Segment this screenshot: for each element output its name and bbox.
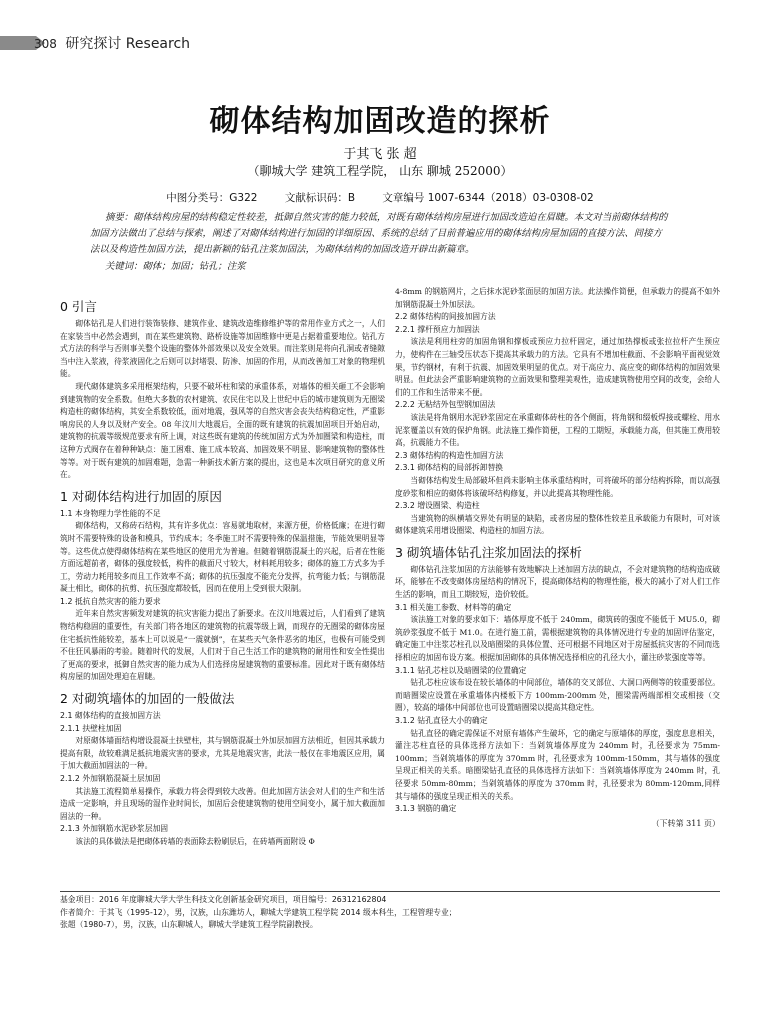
subsection-heading: 1.1 本身物理力学性能的不足: [60, 508, 161, 518]
subsection-heading: 2.1.1 扶壁柱加固: [60, 723, 122, 733]
right-column: [395, 286, 720, 830]
authors: 于其飞 张 超: [343, 147, 417, 162]
paragraph: 该法是利用柱旁的加固角钢和撑板或预应力拉杆固定，通过加热撑板或张拉拉杆产生预应力，使构件在三轴受压状态下提高其承载力的方法。它具有不增加柱截面、不会影响平面视觉效果，节约钢材，有利于抗震、加固效果明显的优点。对于高应力、高应变的砌体结构的加固效果明显。但此法会严重影响建筑物的立面效果和整理美观性，造成建筑物使用空间的改变，会给人们的工作和生活带来不便。: [395, 337, 720, 397]
subsection-heading: 2.3 砌体结构的构造性加固方法: [395, 450, 504, 460]
section-heading: 2 对砌筑墙体的加固的一般做法: [60, 691, 235, 707]
paragraph: 该法的具体做法是把砌体砖墙的表面除去粉刷层后，在砖墙两面附设 Φ: [75, 836, 315, 846]
subsection-heading: 2.1.2 外加钢筋混凝土层加固: [60, 774, 161, 783]
doc-code: 文献标识码：B: [284, 192, 356, 204]
subsection-heading: 3.1.3 钢筋的确定: [395, 804, 457, 814]
fund-note: 基金项目：2016 年度聊城大学大学生科技文化创新基金研究项目，项目编号：26312162804: [60, 895, 387, 904]
keywords: 关键词：砌体；加固；钻孔；注浆: [105, 261, 246, 272]
paragraph: 对原砌体墙面结构增设混凝土扶壁柱，其与钢筋混凝土外加层加固方法相近，但因其承载力提高有限，故较难满足抵抗地震灾害的要求，尤其是地震灾害，此法一般仅在非地震区应用，属于加大截面加固法的一种。: [60, 736, 385, 771]
article-number: 文章编号 1007-6344（2018）03-0308-02: [382, 192, 594, 204]
subsection-heading: 3.1.2 钻孔直径大小的确定: [395, 716, 488, 725]
section-heading: 1 对砌体结构进行加固的原因: [60, 488, 222, 504]
clc-number: 中图分类号：G322: [166, 192, 258, 204]
author-bio: 张超（1980-7），男，汉族，山东聊城人，聊城大学建筑工程学院副教授。: [60, 920, 318, 929]
section-heading: 3 砌筑墙体钻孔注浆加固法的探析: [395, 544, 582, 560]
subsection-heading: 3.1 相关施工参数、材料等的确定: [395, 602, 512, 612]
subsection-heading: 1.2 抵抗自然灾害的能力要求: [60, 596, 161, 606]
subsection-heading: 2.2.1 撑杆预应力加固法: [395, 324, 480, 334]
subsection-heading: 2.3.2 增设圈梁、构造柱: [395, 501, 480, 511]
paragraph: 砌体钻孔注浆加固的方法能够有效地解决上述加固方法的缺点，不会对建筑物的结构造成破坏，能够在不改变砌体房屋结构的情况下，提高砌体结构的物理性能，极大的减小了对人们工作生活的影响，而且工期较短，造价较低。: [395, 564, 720, 600]
subsection-heading: 2.1 砌体结构的直接加固方法: [60, 711, 161, 721]
continued-note: （下转第 311 页）: [651, 818, 720, 828]
paragraph: 钻孔芯柱应该布设在较长墙体的中间部位，墙体的交叉部位、大洞口两侧等的较重要部位。而暗圈梁应设置在承重墙体内楼板下方 100mm-200mm 处，圈梁需两端部相交或相接（交圈），较高的墙体中间部位也可设置暗圈梁以提高其稳定性。: [395, 678, 720, 713]
subsection-heading: 2.1.3 外加钢筋水泥砂浆层加固: [60, 824, 169, 834]
article-title: 砌体结构加固改造的探析: [209, 104, 551, 139]
affiliation: （聊城大学 建筑工程学院， 山东 聊城 252000）: [247, 164, 513, 178]
article-meta: [0, 190, 760, 205]
paragraph: 当建筑物的纵横墙交界处有明显的缺陷，或者房屋的整体性较差且承载能力有限时，可对该砌体建筑采用增设圈梁、构造柱的加固方法。: [395, 513, 720, 536]
subsection-heading: 3.1.1 钻孔芯柱以及暗圈梁的位置确定: [395, 665, 527, 675]
subsection-heading: 2.2.2 无粘结外包型钢加固法: [395, 400, 496, 410]
subsection-heading: 2.2 砌体结构的间接加固方法: [395, 312, 496, 322]
paragraph: 现代砌体建筑多采用框架结构，只要不破坏柱和梁的承重体系，对墙体的相关砸工不会影响到建筑物的安全系数。但绝大多数的农村建筑、农民住宅以及上世纪中后的城市建筑则为无圈梁构造柱的砌体结构，其安全系数较低，面对地震，强风等的自然灾害会丧失结构稳定性，严重影响房民的人身以及财产安全。08 年汶川大地震后，全面的既有建筑的抗震加固项目开始启动，建筑物的抗震等级规范要求有所上调，对这些既有建筑的传统加固方式为外加圈梁和构造柱，而这种方式阀存在着种种缺点：施工困难、施工成本较高、加固效果不明显、影响建筑物的整体性等等。对于既有建筑的加固难题，急需一种新技术新方案的提出，这也是本次项目研究的意义所在。: [60, 381, 385, 480]
running-header: [34, 33, 190, 53]
section-heading: 0 引言: [60, 299, 97, 314]
paragraph: 4-8mm 的钢筋网片，之后抹水泥砂浆面层的加固方法。此法操作简便，但承载力的提高不如外加钢筋混凝土外加层法。: [395, 287, 720, 309]
paragraph: 当砌体结构发生局部破坏但尚未影响主体承重结构时，可将破坏的部分结构拆除，而以高强度砂浆和相应的砌体将该破坏结构修复，并以此提高其物理性能。: [395, 475, 720, 498]
page-number: 308: [34, 37, 57, 51]
subsection-heading: 2.3.1 砌体结构的局部拆卸替换: [395, 463, 504, 473]
paragraph: 该法是将角钢用水泥砂浆固定在承重砌体砖柱的各个侧面，将角钢和缀板焊接或螺栓、用水泥浆覆盖以有效的保护角钢。此法施工操作简便，工程的工期短，承载能力高，但其施工费用较高，抗震能力不佳。: [395, 412, 720, 448]
footnote-divider: [60, 891, 720, 892]
footnotes: [60, 894, 720, 932]
section-title: 研究探讨 Research: [65, 36, 191, 52]
paragraph: 砌体结构，又称砖石结构，其有许多优点：容易就地取材，来源方便，价格低廉；在进行砌筑时不需要特殊的设备和模具，节约成本；冬季施工时不需要特殊的保温措施，节能效果明显等等。这些优点使得砌体结构在某些地区的使用尤为普遍。但随着钢筋混凝土的兴起，后者在性能方面远超前者，砌体的强度较低，构件的截面尺寸较大，材料耗用较多；砌体的施工方式多为手工，劳动力耗用较多而且工作效率不高；砌体的抗压强度不能充分发挥，抗弯能力低；与钢筋混凝土相比，砌体的抗剪、抗压强度都较低，因而在使用上受到很大限制。: [60, 521, 385, 594]
paragraph: 近年来自然灾害频发对建筑的抗灾害能力提出了新要求。在汶川地震过后，人们看到了建筑物结构稳固的重要性，有关部门将各地区的建筑物的抗震等级上调，而现存的无圈梁的砌体房屋住宅抵抗性能较差，基本上可以说是“一震就倒”，在某些天气条件恶劣的地区，也极有可能受到不住狂风暴雨的考验。随着时代的发展，人们对于自己生活工作的建筑物的耐用性和安全性提出了更高的要求，抵御自然灾害的能力成为人们选择房屋建筑物的重要标准。因此对于既有砌体结构房屋的加固处理迫在眉睫。: [60, 609, 385, 682]
author-bio: 作者简介：于其飞（1995-12），男，汉族，山东潍坊人，聊城大学建筑工程学院 2014 级本科生，工程管理专业；: [60, 907, 457, 917]
paragraph: 该法施工对象的要求如下：墙体厚度不低于 240mm，砌筑砖的强度不能低于 MU5.0，砌筑砂浆强度不低于 M1.0。在进行施工前，需根据建筑物的具体情况进行专业的加固评估鉴定，确定施工中注浆芯柱孔以及暗圈梁的具体位置、还可根据不同地区对于房屋抵抗灾害的不同而选择相应的加固布设方案。根据加固砌体的具体情况选择相应的孔径大小，灌注砂浆强度等等。: [395, 615, 720, 663]
paragraph: 其法施工流程简单易操作，承载力将会得到较大改善。但此加固方法会对人们的生产和生活造成一定影响，并且现场的湿作业时间长，加固后会使建筑物的使用空间变小，属于加大截面加固法的一种。: [60, 786, 385, 821]
paragraph: 砌体钻孔是人们进行装饰装修、建筑作业、建筑改造维修维护等的常用作业方式之一，人们在家装当中必然会遇到，而在某些建筑物、路桥设施等加固维修中更是占据着重要地位。钻孔方式方法的科学与否则事关整个设施的整体外部效果以及安全效果。而注浆则是将向孔洞或者缝隙当中注入浆液，待浆液固化之后则可以封堵裂、防渗、加固的作用，从而改善加工对象的物理机能。: [60, 319, 385, 379]
header-bar: [0, 36, 36, 50]
left-column: [60, 286, 385, 849]
abstract: 摘要：砌体结构房屋的结构稳定性较差，抵御自然灾害的能力较低，对既有砌体结构房屋进行加固改造迫在眉睫。本文对当前砌体结构的加固方法做出了总结与探索，阐述了对砌体结构进行加固的详细原因、系统的总结了目前普遍应用的砌体结构房屋加固的直接方法、间接方法以及构造性加固方法，提出新颖的钻孔注浆加固法，为砌体结构的加固改造开辟出新篇章。: [90, 212, 668, 255]
paragraph: 钻孔直径的确定需保证不对原有墙体产生破坏，它的确定与原墙体的厚度，强度息息相关，灌注芯柱直径的具体选择方法如下：当剁筑墙体厚度为 240mm 时，孔径要求为 75mm-100mm；当剁筑墙体的厚度为 370mm 时，孔径要求为 100mm-150mm，其与墙体的强度呈现正相关的关系。暗圈梁钻孔直径的具体选择方法如下：当剁筑墙体厚度为 240mm 时，孔径要求 50mm-80mm；当剁筑墙体的厚度为 370mm 时，孔径要求为 80mm-120mm,同样其与墙体的强度呈现正相关的关系。: [395, 728, 720, 801]
